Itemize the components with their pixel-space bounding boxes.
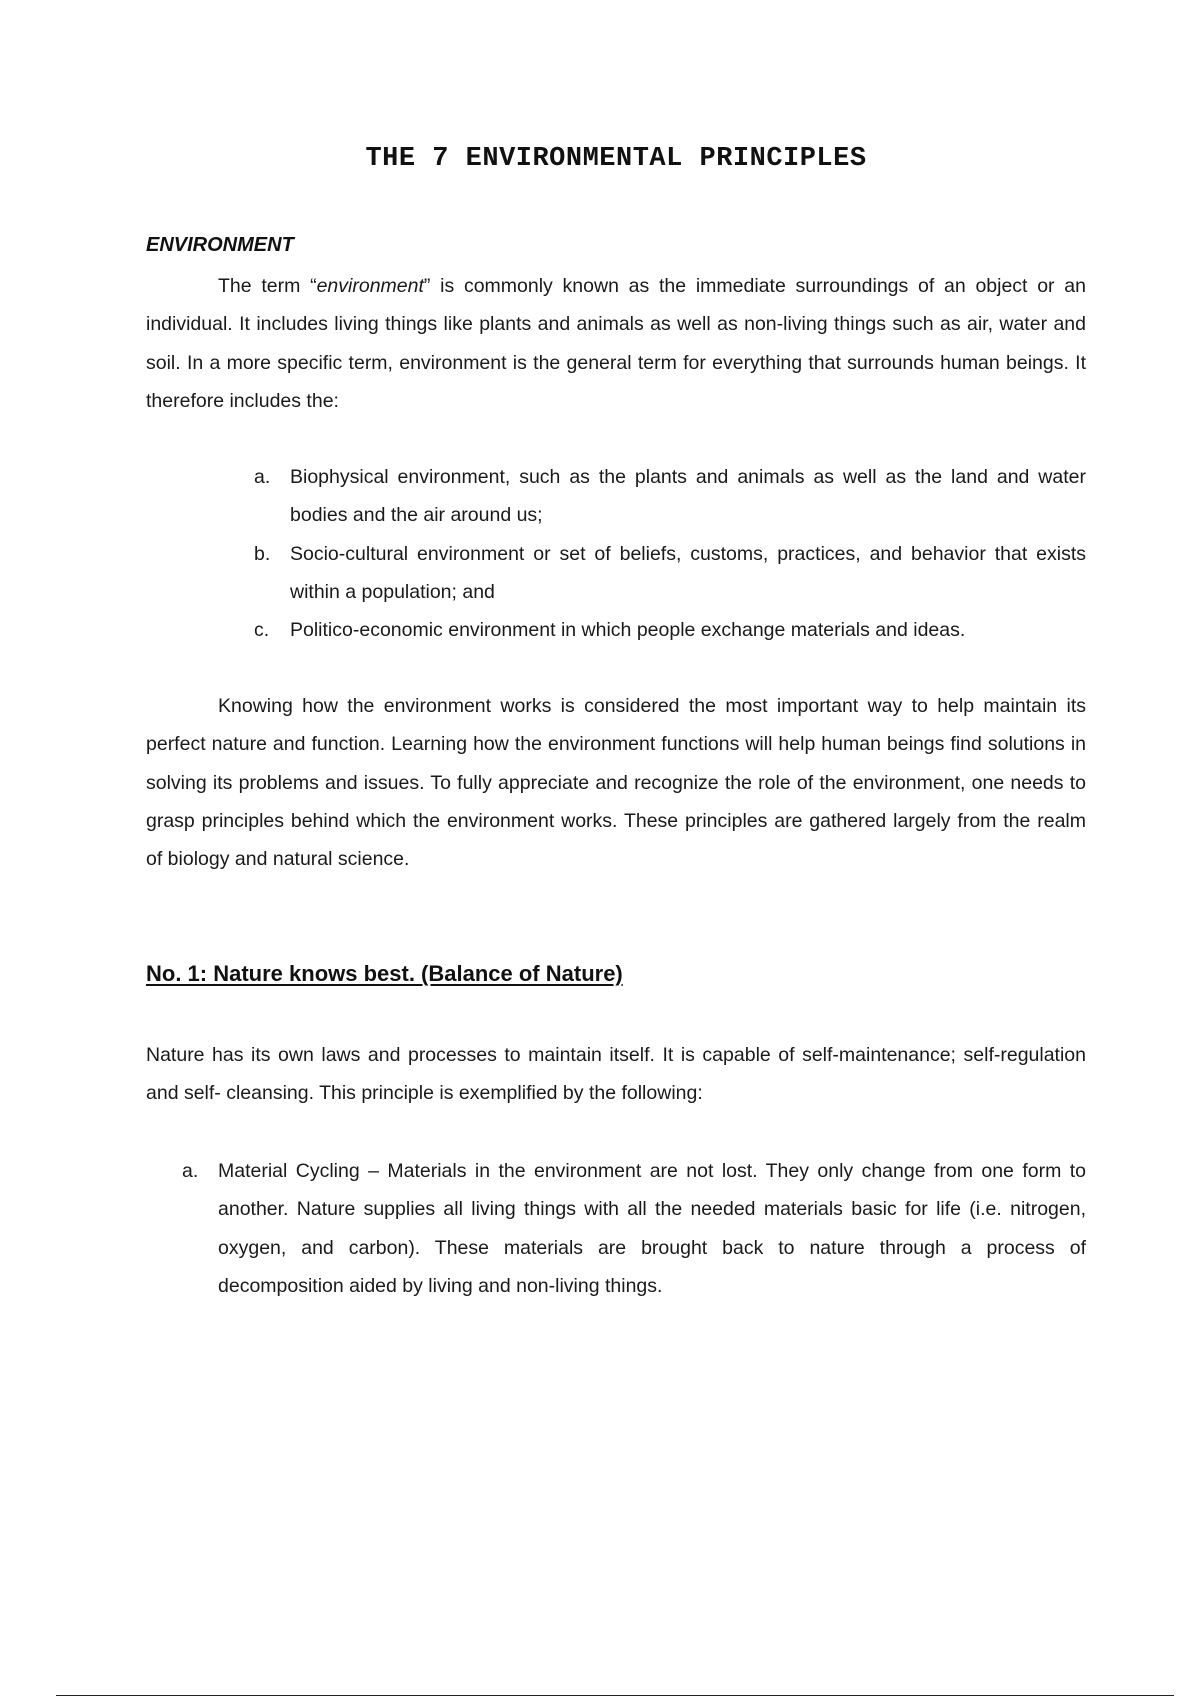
- principle-1-heading: No. 1: Nature knows best. (Balance of Nature): [146, 961, 623, 986]
- list-item-text: Material Cycling – Materials in the environment are not lost. They only change from one form to another. Nature supplies all living things with all the needed materials basic for life (i.e. nitrogen, oxygen, and carbon). These materials are brought back to nature through a process of decomposition aided by living and non-living things.: [218, 1160, 1086, 1297]
- list-item: [254, 535, 1086, 612]
- list-marker: c.: [254, 619, 270, 642]
- list-item: [254, 611, 1086, 649]
- list-item-text: Politico-economic environment in which people exchange materials and ideas.: [290, 619, 966, 642]
- list-marker: a.: [182, 1160, 199, 1182]
- footer-divider: [56, 1695, 1174, 1696]
- list-marker: b.: [254, 542, 271, 565]
- intro-term: environment: [316, 275, 424, 297]
- section-heading-environment: ENVIRONMENT: [146, 234, 294, 256]
- intro-paragraph: [146, 267, 1086, 420]
- knowing-paragraph: Knowing how the environment works is considered the most important way to help maintain its perfect nature and function. Learning how the environment functions will help human beings find solutions in solving its problems and issues. To fully appreciate and recognize the role of the environment, one needs to grasp principles behind which the environment works. These principles are gathered largely from the realm of biology and natural science.: [146, 695, 1086, 871]
- intro-lead: The term “: [218, 275, 317, 297]
- list-item-text: Biophysical environment, such as the plants and animals as well as the land and water bodies and the air around us;: [290, 466, 1086, 527]
- intro-rest: ” is commonly known as the immediate surroundings of an object or an individual. It includes living things like plants and animals as well as non-living things such as air, water and soil. In a more specific term, environment is the general term for everything that surrounds human beings. It therefore includes the:: [146, 275, 1086, 412]
- principle-1-description: Nature has its own laws and processes to maintain itself. It is capable of self-maintenance; self-regulation and self- cleansing. This principle is exemplified by the following:: [146, 1044, 1086, 1105]
- page-title: THE 7 ENVIRONMENTAL PRINCIPLES: [365, 144, 867, 174]
- list-item-text: Socio-cultural environment or set of beliefs, customs, practices, and behavior that exists within a population; and: [290, 542, 1086, 603]
- environment-types-list: [254, 458, 1086, 649]
- list-item: [254, 458, 1086, 535]
- list-marker: a.: [254, 466, 271, 488]
- list-item: [182, 1152, 1086, 1305]
- principle-1-examples-list: [182, 1152, 1086, 1305]
